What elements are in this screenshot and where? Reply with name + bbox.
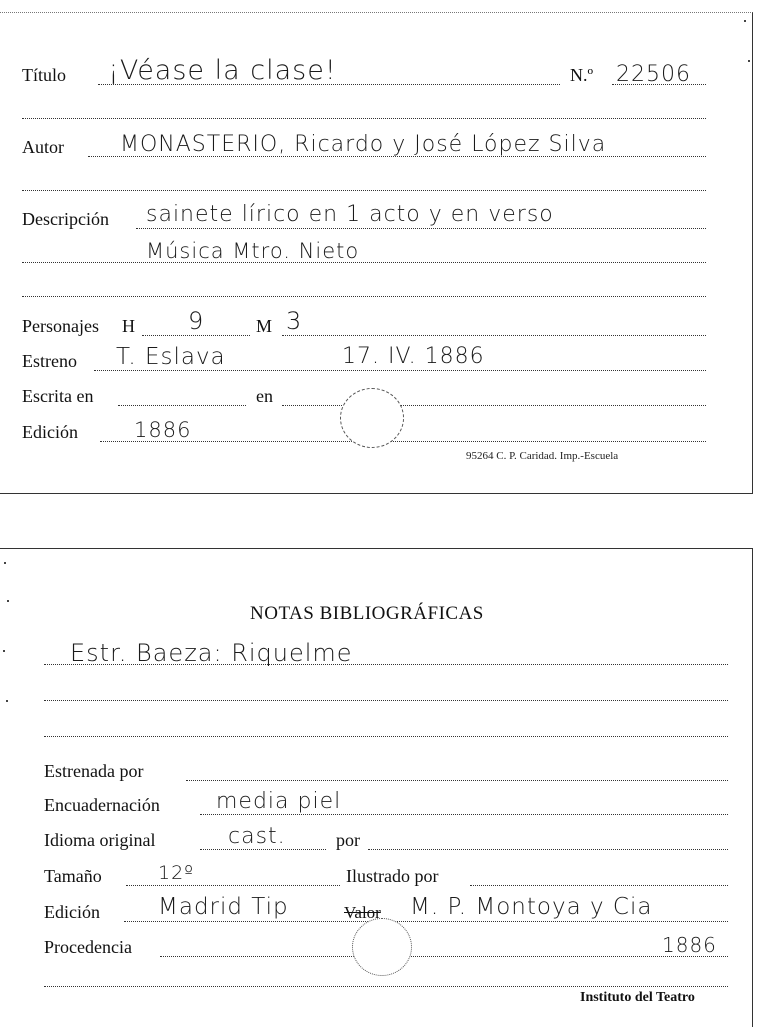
descripcion-value-2: Música Mtro. Nieto bbox=[146, 239, 360, 263]
personajes-label: Personajes bbox=[22, 316, 99, 336]
numero-label: N.º bbox=[570, 65, 594, 85]
estrenada-label: Estrenada por bbox=[44, 761, 144, 781]
estreno-teatro: T. Eslava bbox=[116, 344, 226, 370]
tamano-label: Tamaño bbox=[44, 866, 102, 886]
edicion2-value-2: M. P. Montoya y Cia bbox=[410, 894, 653, 920]
por-line bbox=[368, 849, 728, 850]
numero-value: 22506 bbox=[616, 62, 691, 87]
estreno-fecha: 17. IV. 1886 bbox=[342, 344, 485, 369]
scan-speckle bbox=[748, 60, 750, 62]
ruled-line bbox=[22, 118, 706, 119]
escrita-label: Escrita en bbox=[22, 386, 94, 406]
autor-label: Autor bbox=[22, 137, 64, 157]
procedencia-line bbox=[160, 956, 728, 957]
edicion2-line bbox=[124, 921, 728, 922]
procedencia-value: 1886 bbox=[662, 933, 717, 957]
scan-speckle bbox=[7, 600, 9, 602]
titulo-value: ¡Véase la clase! bbox=[108, 55, 337, 86]
h-value: 9 bbox=[188, 307, 205, 335]
m-line bbox=[282, 335, 706, 336]
ruled-line bbox=[22, 190, 706, 191]
nota-line-3 bbox=[44, 736, 728, 737]
titulo-label: Título bbox=[22, 65, 66, 85]
scan-speckle bbox=[3, 650, 5, 652]
printer-imprint: 95264 C. P. Caridad. Imp.-Escuela bbox=[466, 450, 619, 462]
scan-speckle bbox=[6, 700, 8, 702]
estrenada-line bbox=[186, 780, 728, 781]
escrita-line bbox=[118, 405, 246, 406]
m-value: 3 bbox=[286, 307, 303, 335]
nota-line-2 bbox=[44, 700, 728, 701]
edicion-value: 1886 bbox=[134, 418, 192, 442]
descripcion-line-2 bbox=[22, 262, 706, 263]
encuadernacion-label: Encuadernación bbox=[44, 795, 160, 815]
notes-heading: NOTAS BIBLIOGRÁFICAS bbox=[250, 603, 484, 624]
descripcion-line-1 bbox=[136, 228, 706, 229]
punch-hole bbox=[352, 918, 412, 976]
nota-value-1: Estr. Baeza: Riquelme bbox=[70, 639, 353, 667]
institution-footer: Instituto del Teatro bbox=[580, 990, 695, 1005]
ruled-line bbox=[22, 296, 706, 297]
por-label: por bbox=[336, 830, 360, 850]
ilustrado-line bbox=[470, 885, 728, 886]
idioma-value: cast. bbox=[228, 824, 286, 849]
descripcion-value-1: sainete lírico en 1 acto y en verso bbox=[146, 202, 554, 227]
estreno-label: Estreno bbox=[22, 351, 77, 371]
valor-label: Valor bbox=[344, 903, 381, 922]
m-label: M bbox=[256, 316, 273, 336]
scan-speckle bbox=[4, 562, 6, 564]
estreno-line bbox=[94, 370, 706, 371]
autor-value: MONASTERIO, Ricardo y José López Silva bbox=[120, 132, 607, 157]
punch-hole bbox=[340, 388, 404, 448]
ruled-line bbox=[44, 986, 728, 987]
edicion2-value-1: Madrid Tip bbox=[158, 894, 289, 920]
h-line bbox=[142, 335, 250, 336]
edicion-label: Edición bbox=[22, 422, 78, 442]
h-label: H bbox=[122, 316, 135, 336]
procedencia-label: Procedencia bbox=[44, 937, 132, 957]
descripcion-label: Descripción bbox=[22, 209, 109, 229]
idioma-label: Idioma original bbox=[44, 830, 156, 850]
ilustrado-label: Ilustrado por bbox=[346, 866, 439, 886]
encuadernacion-value: media piel bbox=[216, 789, 342, 814]
en-label: en bbox=[256, 386, 273, 406]
tamano-value: 12º bbox=[158, 862, 195, 884]
scan-speckle bbox=[744, 20, 746, 22]
edicion2-label: Edición bbox=[44, 902, 100, 922]
